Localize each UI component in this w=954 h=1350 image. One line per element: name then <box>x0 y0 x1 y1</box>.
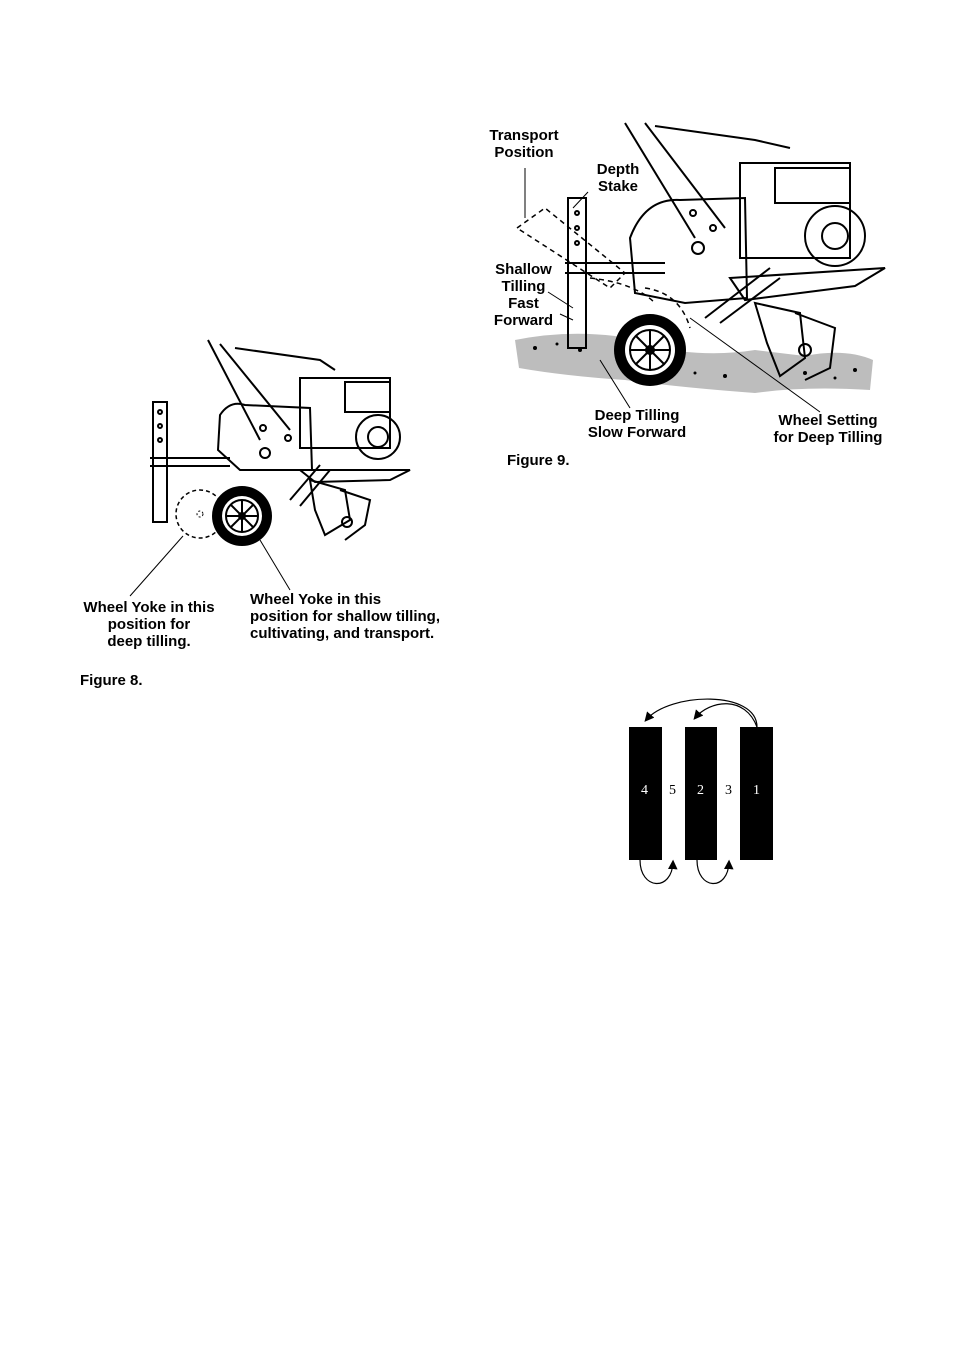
fig9-label-shallow-line-2: Tilling <box>501 278 546 295</box>
fig8-label-deep-line-3: deep tilling. <box>107 633 191 650</box>
fig9-label-shallow-line-4: Forward <box>493 312 554 329</box>
row-number-1: 1 <box>753 783 760 798</box>
fig9-label-transport-line-1: Transport <box>489 127 559 144</box>
row-number-5: 5 <box>669 783 676 798</box>
fig8-label-shallow-line-1: Wheel Yoke in this <box>250 591 382 608</box>
fig8-label-deep-line-1: Wheel Yoke in this <box>83 599 215 616</box>
row-number-4: 4 <box>641 783 648 798</box>
fig9-label-transport-line-2: Position <box>494 144 554 161</box>
fig9-label-wheel-setting-line-1: Wheel Setting <box>778 412 878 429</box>
fig9-label-shallow-line-1: Shallow <box>495 261 552 278</box>
fig9-label-depth-stake-line-2: Stake <box>597 178 639 195</box>
row-number-2: 2 <box>697 783 704 798</box>
fig9-label-wheel-setting-line-2: for Deep Tilling <box>773 429 883 446</box>
fig9-label-deep-line-1: Deep Tilling <box>594 407 680 424</box>
fig8-label-shallow-line-2: position for shallow tilling, <box>250 608 440 625</box>
fig8-label-deep-line-2: position for <box>107 616 191 633</box>
figure-8-caption: Figure 8. <box>80 672 143 689</box>
row-number-3: 3 <box>725 783 732 798</box>
fig9-label-shallow-line-3: Fast <box>508 295 539 312</box>
fig9-label-depth-stake-line-1: Depth <box>596 161 640 178</box>
fig9-label-deep-line-2: Slow Forward <box>587 424 687 441</box>
figure-9-caption: Figure 9. <box>507 452 570 469</box>
fig8-label-shallow-line-3: cultivating, and transport. <box>250 625 435 642</box>
